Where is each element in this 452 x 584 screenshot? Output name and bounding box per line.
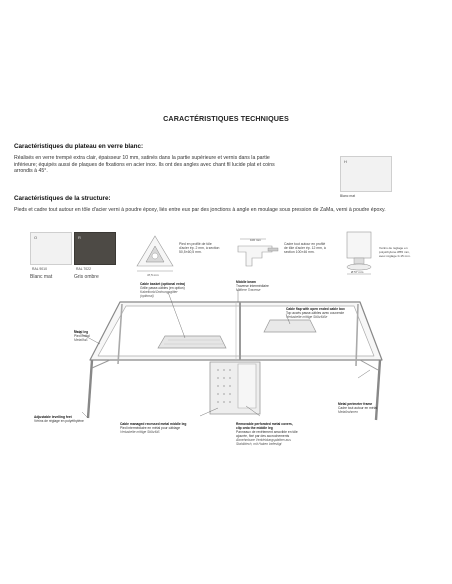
callout-fr: Cadre tout autour en métal (338, 406, 378, 410)
plateau-description (14, 155, 334, 175)
swatch-white (30, 232, 72, 265)
callout-title: Cable managed recessed metal middle leg (120, 422, 187, 426)
plateau-line: inférieure; équipés aussi de plaques de fixations en acier inox. Ils ont des angles avec chant fil lucide plat et coins (14, 161, 275, 168)
swatch-code: H (344, 159, 347, 164)
callout-fr: Vérins de réglage en polyéthylène (34, 419, 84, 423)
swatch-white-ral: RAL 9010 (32, 267, 47, 271)
plateau-heading: Caractéristiques du plateau en verre blanc: (14, 143, 144, 150)
glass-swatch (340, 156, 392, 192)
callout-metal-leg (74, 330, 90, 342)
callout-fr: Pied métal (74, 334, 90, 338)
frame-description (284, 242, 326, 255)
swatch-grey-label: Gris ombre (74, 274, 99, 280)
plateau-line: arrondis à 45°. (14, 168, 48, 175)
callout-de: Verkabelte mittige Stützfüße (286, 315, 328, 319)
glass-swatch-label: Blanc mat (340, 194, 356, 198)
swatch-code: O (34, 235, 38, 240)
callout-de: Metallfuß (74, 338, 88, 342)
callout-title: Adjustable levelling feet (34, 415, 72, 419)
callout-title: Removable perforated metal covers, (236, 422, 293, 426)
callout-title: Cable basket (optional extra) (140, 282, 186, 286)
callout-fr: Pied intermédiaire en métal pour câblage (120, 426, 181, 430)
leg-text-line: 50,5×60,5 mm. (179, 250, 202, 255)
callout-title: Metal leg (74, 330, 89, 334)
foot-text-line: polyéthylène Ø55 mm, (379, 249, 410, 254)
frame-text-line: Cadre tout autour en profilé (284, 242, 326, 246)
callout-cable-flap (286, 307, 345, 319)
leg-profile-drawing (133, 232, 177, 276)
callout-middle-leg (120, 422, 186, 434)
leg-text-line: d'acier ép. 2 mm, à section (179, 246, 220, 251)
leg-dimension: 47,5 mm (147, 273, 159, 277)
callout-fr: Panneaux de revêtement amovible en tôle (236, 430, 298, 434)
callout-levelling-feet (34, 415, 84, 423)
callout-cable-basket (140, 282, 185, 298)
foot-text-line: Vérins de réglage en (379, 246, 408, 250)
foot-description (379, 247, 411, 258)
swatch-grey-ral: RAL 7022 (76, 267, 91, 271)
foot-text-line: avec réglage 0-15 mm. (379, 253, 411, 258)
frame-text-line: section 100×46 mm. (284, 250, 315, 255)
page-title: CARACTÉRISTIQUES TECHNIQUES (163, 114, 289, 123)
callout-de: Kabelkorb/Ordnungsgitter (140, 290, 178, 294)
structure-description: Pieds et cadre tout autour en tôle d'acier verni à poudre époxy, liés entre eux par des jonctions à angle en moulage sous pression de ZaMa, verni à poudre époxy. (14, 207, 386, 213)
callout-middle-beam (236, 280, 269, 292)
swatch-white-label: Blanc mat (30, 274, 53, 280)
frame-dimension: 100 mm (250, 238, 261, 242)
callout-de: Mittlere Traverse (236, 288, 261, 292)
callout-de: (optional) (140, 294, 154, 298)
callout-fr: Top accès passe-câbles avec couvercle (286, 311, 345, 315)
swatch-grey (74, 232, 116, 265)
callout-perforated-covers (236, 422, 298, 446)
callout-de: Metallrahmen (338, 410, 358, 414)
callout-fr: Grille passe-câbles (en option) (140, 286, 185, 290)
callout-title: Middle beam (236, 280, 256, 284)
callout-title: clip onto the middle leg (236, 426, 273, 430)
swatch-code: R (78, 235, 81, 240)
callout-title: Metal perimeter frame (338, 402, 373, 406)
callout-de: Stahlblech, mit Haken befestigt (236, 442, 282, 446)
callout-de: Verkabelte mittige Stützfüß (120, 430, 160, 434)
leg-description (179, 242, 219, 255)
callout-title: Cable flap with open ended cable box (286, 307, 345, 311)
callout-fr: ajourée, fixé par des accrochements (236, 434, 290, 438)
foot-dimension: Ø 57 mm (351, 270, 364, 274)
frame-text-line: de tôle d'acier ép. 12 mm, à (284, 246, 326, 251)
callout-fr: Traverse intermédiaire (236, 284, 269, 288)
callout-de: Abnehmbare Verkleidungsplatten aus (236, 438, 291, 442)
structure-heading: Caractéristiques de la structure: (14, 195, 111, 202)
plateau-line: Réalisés en verre trempé extra clair, épaisseur 10 mm, satinés dans la partie supérieure et vernis dans la partie (14, 155, 270, 161)
callout-perimeter-frame (338, 402, 377, 414)
leg-text-line: Pied en profilé de tôle (179, 242, 212, 246)
